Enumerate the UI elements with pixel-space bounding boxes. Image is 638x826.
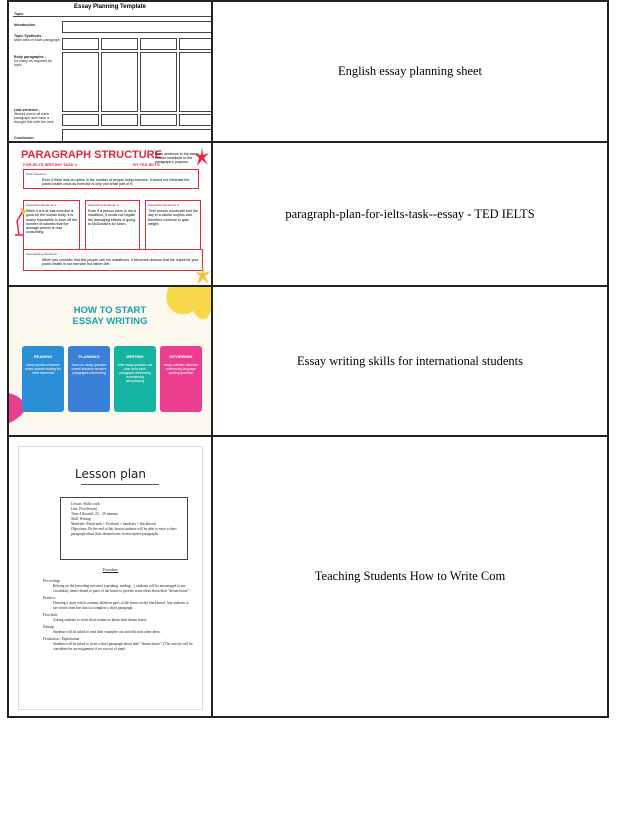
essay-writing-infographic-image[interactable] bbox=[9, 287, 211, 435]
label-introduction: Introduction bbox=[14, 23, 35, 27]
caption-cell[interactable] bbox=[212, 286, 608, 436]
caption-cell[interactable] bbox=[212, 142, 608, 286]
structure-author: BY TED IELTS bbox=[133, 162, 160, 167]
essay-planning-template-image[interactable] bbox=[9, 2, 211, 141]
lesson-plan-title: Lesson plan bbox=[74, 467, 147, 481]
label-topic: Topic bbox=[14, 12, 24, 16]
lesson-info-box: Lesson: Skills work Unit: Five/lesson) Time Allocated: 25 – 30 minutes Skill: Writing Materials: Flashcards + Textbook + handouts + blackboard Objectives: By the end of this lesson students will be able to write a short paragraph about their dream house in descriptive paragraphs. bbox=[60, 497, 188, 560]
result-caption[interactable]: Essay writing skills for international students bbox=[296, 353, 523, 368]
label-synthesis: Topic Synthesis - Main idea of each paragraph bbox=[14, 34, 60, 42]
card-writing: WRITING write essay question use plan write each paragraph referencing summarising paraphrasing bbox=[114, 346, 156, 412]
star-decoration-icon bbox=[195, 265, 211, 285]
thumbnail-cell[interactable] bbox=[8, 436, 212, 717]
results-table bbox=[7, 0, 609, 718]
structure-title: PARAGRAPH STRUCTURE bbox=[21, 149, 162, 161]
infographic-title: HOW TO START ESSAY WRITING bbox=[72, 305, 148, 327]
table-row bbox=[8, 1, 608, 142]
card-reading: READING essay question lectures notes module reading list other resources bbox=[22, 346, 64, 412]
side-note: Each sentence in the essay should contribute to the paragraph's purpose. bbox=[155, 152, 199, 164]
lesson-plan-image[interactable] bbox=[9, 437, 211, 716]
topic-sentence-box: Topic Sentence Even if there was an uptick in the number of people doing exercise, it would not eliminate the public health crisis as exercise is only one small part of it. bbox=[23, 169, 199, 189]
conclusion-box bbox=[62, 129, 211, 141]
table-row bbox=[8, 286, 608, 436]
result-caption[interactable]: English essay planning sheet bbox=[337, 64, 483, 78]
label-body: Body paragraphs - As many as required by topic bbox=[14, 55, 52, 67]
divider bbox=[13, 16, 211, 17]
label-conclusion: Conclusion bbox=[14, 136, 34, 140]
lamp-decoration-icon bbox=[11, 201, 27, 237]
supporting-sentence-3-box: Supporting Sentence 3 Their person would still end the day in a calorie surplus and therefore continue to gain weight. bbox=[145, 200, 201, 256]
result-caption[interactable]: Teaching Students How to Write Com bbox=[314, 569, 506, 583]
result-caption[interactable]: paragraph-plan-for-ielts-task--essay - TED IELTS bbox=[285, 206, 535, 221]
lesson-plan-page bbox=[18, 446, 203, 710]
caption-cell[interactable] bbox=[212, 1, 608, 142]
template-title: Essay Planning Template bbox=[74, 4, 146, 10]
star-decoration-icon bbox=[195, 147, 209, 167]
caption-cell[interactable] bbox=[212, 436, 608, 717]
structure-subtitle: FOR IELTS WRITING TASK 2 bbox=[23, 162, 78, 167]
thumbnail-cell[interactable] bbox=[8, 142, 212, 286]
supporting-sentence-1-box: Supporting Sentence 1 While it is true that exercise is good for the human body, it is nearly impossible to burn off the number of calories that the average person is now consuming. bbox=[23, 200, 80, 256]
card-reviewing: REVIEWING essay question structure referencing language spelling grammar bbox=[160, 346, 202, 412]
procedure-steps: Pre-writing: Relying on the preceding activities (speaking, reading...), students will be encouraged to use vocabulary items related to parts of the house to provide some ideas about their "dream house". Practice: Drawing a chart which contains different parts of the house on the blackboard. Ask students to use words from the chart to complete a short paragraph. First draft: Asking students to write short sentences about their dream house. Editing: Students will be asked to read their examples out and edit each other ideas. Production / Exploitation Students will be asked to write a short paragraph about their "dream house". (The activity will be considered as an assignment if we ran out of time) bbox=[43, 579, 193, 651]
table-row bbox=[8, 436, 608, 717]
supporting-sentence-2-box: Supporting Sentence 2 Even if a person were to run a marathon, it would not negate the damaging effects of going to McDonald's for lunch. bbox=[85, 200, 140, 256]
label-last-sentence: Last sentence - Should round off each paragraph and have a thought link with the next bbox=[14, 108, 54, 124]
thumbnail-cell[interactable] bbox=[8, 1, 212, 142]
title-underline bbox=[81, 484, 159, 485]
summary-sentence-box: Summarising Sentence When you consider that few people can run marathons, it becomes obvious that the culprit for your public health is not exercise but rather diet. bbox=[23, 249, 203, 271]
procedure-heading: Procedure: bbox=[102, 568, 119, 572]
card-planning: PLANNING focus on essay question overall structure sections paragraphs referencing bbox=[68, 346, 110, 412]
table-row bbox=[8, 142, 608, 286]
intro-box bbox=[62, 21, 211, 33]
paragraph-structure-image[interactable] bbox=[9, 143, 211, 285]
thumbnail-cell[interactable] bbox=[8, 286, 212, 436]
